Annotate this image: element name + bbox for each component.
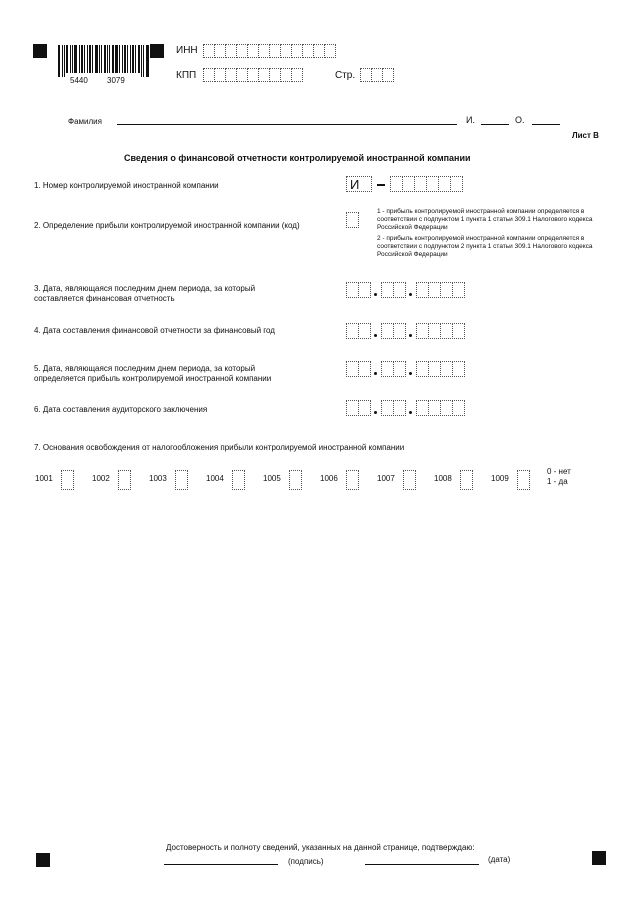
field-4-label: 4. Дата составления финансовой отчетности за финансовый год (34, 326, 275, 335)
date-cell[interactable] (358, 282, 371, 298)
corner-marker-top-mid (150, 44, 164, 58)
code-label: 1009 (491, 474, 509, 483)
field-5-label-line1: 5. Дата, являющаяся последним днем периода, за который (34, 364, 256, 373)
date-day[interactable] (346, 400, 370, 416)
barcode-bar (99, 45, 100, 73)
code-cell[interactable] (517, 470, 530, 490)
code-label: 1001 (35, 474, 53, 483)
barcode-bar (141, 45, 142, 77)
footer-confirm-text: Достоверность и полноту сведений, указанных на данной странице, подтверждаю: (166, 843, 475, 852)
date-separator-dot (374, 411, 377, 414)
date-separator-dot (409, 372, 412, 375)
date-separator-dot (374, 334, 377, 337)
date-cell[interactable] (358, 361, 371, 377)
code-cell[interactable] (232, 470, 245, 490)
date-month[interactable] (381, 361, 405, 377)
surname-line[interactable] (117, 124, 457, 125)
code-cell[interactable] (61, 470, 74, 490)
codes-legend-yes: 1 - да (547, 477, 568, 486)
date-cell[interactable] (452, 361, 465, 377)
field-2-code[interactable] (346, 212, 358, 228)
code-label: 1006 (320, 474, 338, 483)
barcode-bar (146, 45, 149, 77)
date-separator-dot (409, 334, 412, 337)
date-year[interactable] (416, 400, 464, 416)
field-3-label-line2: составляется финансовая отчетность (34, 294, 175, 303)
barcode-bar (64, 45, 65, 77)
field-1-number[interactable] (390, 176, 462, 192)
barcode-bar (115, 45, 118, 73)
code-cell[interactable] (460, 470, 473, 490)
code-label: 1004 (206, 474, 224, 483)
barcode-bar (143, 45, 144, 77)
barcode-number-right: 3079 (107, 76, 125, 85)
date-cell[interactable] (452, 400, 465, 416)
field-1-prefix (346, 176, 371, 192)
barcode-bar (58, 45, 60, 77)
code-1006-field[interactable] (346, 470, 358, 490)
code-label: 1007 (377, 474, 395, 483)
surname-label: Фамилия (68, 117, 102, 126)
date-day[interactable] (346, 323, 370, 339)
sheet-label: Лист В (572, 131, 599, 140)
field-2-hint-1: 1 - прибыль контролируемой иностранной компании определяется в соответствии с подпунктом 1 пункта 1 статьи 309.1 Налогового кодекса Российской Федерации (377, 208, 593, 231)
date-separator-dot (374, 293, 377, 296)
code-label: 1003 (149, 474, 167, 483)
code-cell[interactable] (289, 470, 302, 490)
page-title: Сведения о финансовой отчетности контролируемой иностранной компании (124, 153, 471, 163)
barcode-bar (89, 45, 91, 73)
code-1007-field[interactable] (403, 470, 415, 490)
input-cell[interactable] (382, 68, 394, 82)
inn-field[interactable] (203, 44, 335, 58)
date-cell[interactable] (452, 323, 465, 339)
code-cell[interactable] (175, 470, 188, 490)
barcode-bar (138, 45, 140, 73)
date-label: (дата) (488, 855, 511, 864)
initial-i-line[interactable] (481, 124, 509, 125)
field-1-dash (377, 184, 385, 186)
code-1004-field[interactable] (232, 470, 244, 490)
barcode-bar (72, 45, 73, 73)
date-separator-dot (409, 293, 412, 296)
barcode-bar (122, 45, 123, 73)
code-1001-field[interactable] (61, 470, 73, 490)
code-1008-field[interactable] (460, 470, 472, 490)
barcode-bar (92, 45, 93, 73)
signature-label: (подпись) (288, 857, 324, 866)
date-cell[interactable] (358, 323, 371, 339)
code-cell[interactable] (403, 470, 416, 490)
page-label: Стр. (335, 70, 356, 81)
barcode-bar (66, 45, 68, 73)
field-5-label-line2: определяется прибыль контролируемой иностранной компании (34, 374, 272, 383)
barcode-bar (135, 45, 136, 73)
barcode-bar (95, 45, 98, 73)
date-year[interactable] (416, 282, 464, 298)
barcode-bar (84, 45, 85, 73)
field-2-hint-2: 2 - прибыль контролируемой иностранной компании определяется в соответствии с подпунктом 2 пункта 1 статьи 309.1 Налогового кодекса Российской Федерации (377, 235, 593, 258)
field-7-label: 7. Основания освобождения от налогообложения прибыли контролируемой иностранной компании (34, 443, 405, 452)
input-cell[interactable] (450, 176, 463, 192)
date-separator-dot (374, 372, 377, 375)
barcode-bar (119, 45, 120, 73)
signature-line[interactable] (164, 864, 278, 865)
date-cell[interactable] (393, 400, 406, 416)
date-cell[interactable] (393, 282, 406, 298)
barcode-bar (132, 45, 134, 73)
field-3-label-line1: 3. Дата, являющаяся последним днем периода, за который (34, 284, 256, 293)
code-label: 1002 (92, 474, 110, 483)
code-label: 1008 (434, 474, 452, 483)
barcode-bar (87, 45, 88, 73)
date-day[interactable] (346, 282, 370, 298)
barcode-bar (101, 45, 102, 73)
barcode-bar (107, 45, 108, 73)
barcode-bar (74, 45, 77, 73)
kpp-label: КПП (176, 70, 197, 81)
codes-legend-no: 0 - нет (547, 467, 571, 476)
barcode-bar (70, 45, 71, 73)
date-month[interactable] (381, 282, 405, 298)
corner-marker-bottom-left (36, 853, 50, 867)
date-year[interactable] (416, 323, 464, 339)
input-cell[interactable] (324, 44, 336, 58)
inn-label: ИНН (176, 45, 198, 56)
barcode-bar (109, 45, 110, 73)
date-month[interactable] (381, 323, 405, 339)
code-cell[interactable] (346, 470, 359, 490)
barcode-bar (62, 45, 63, 77)
corner-marker-top-left (33, 44, 47, 58)
date-day[interactable] (346, 361, 370, 377)
barcode-bar (112, 45, 114, 73)
initial-o-label: О. (515, 115, 525, 125)
initial-i-label: И. (466, 115, 475, 125)
code-cell[interactable] (118, 470, 131, 490)
field-6-label: 6. Дата составления аудиторского заключения (34, 405, 208, 414)
initial-o-line[interactable] (532, 124, 560, 125)
barcode-bar (124, 45, 126, 73)
code-label: 1005 (263, 474, 281, 483)
code-1009-field[interactable] (517, 470, 529, 490)
input-cell[interactable] (291, 68, 303, 82)
date-year[interactable] (416, 361, 464, 377)
date-month[interactable] (381, 400, 405, 416)
code-1002-field[interactable] (118, 470, 130, 490)
barcode-number-left: 5440 (70, 76, 88, 85)
date-cell[interactable] (393, 361, 406, 377)
barcode-bar (81, 45, 83, 73)
barcode-bar (130, 45, 131, 73)
field-1-label: 1. Номер контролируемой иностранной компании (34, 181, 219, 190)
corner-marker-bottom-right (592, 851, 606, 865)
barcode-bar (79, 45, 80, 73)
barcode (58, 45, 150, 77)
code-1005-field[interactable] (289, 470, 301, 490)
date-cell[interactable] (358, 400, 371, 416)
barcode-bar (127, 45, 128, 73)
input-cell[interactable] (346, 212, 359, 228)
code-1003-field[interactable] (175, 470, 187, 490)
page-field[interactable] (360, 68, 393, 82)
date-line[interactable] (365, 864, 479, 865)
kpp-field[interactable] (203, 68, 302, 82)
date-cell[interactable] (452, 282, 465, 298)
field-1-prefix-cell: И (346, 176, 372, 192)
barcode-bar (104, 45, 106, 73)
field-2-label: 2. Определение прибыли контролируемой иностранной компании (код) (34, 221, 300, 230)
date-cell[interactable] (393, 323, 406, 339)
date-separator-dot (409, 411, 412, 414)
